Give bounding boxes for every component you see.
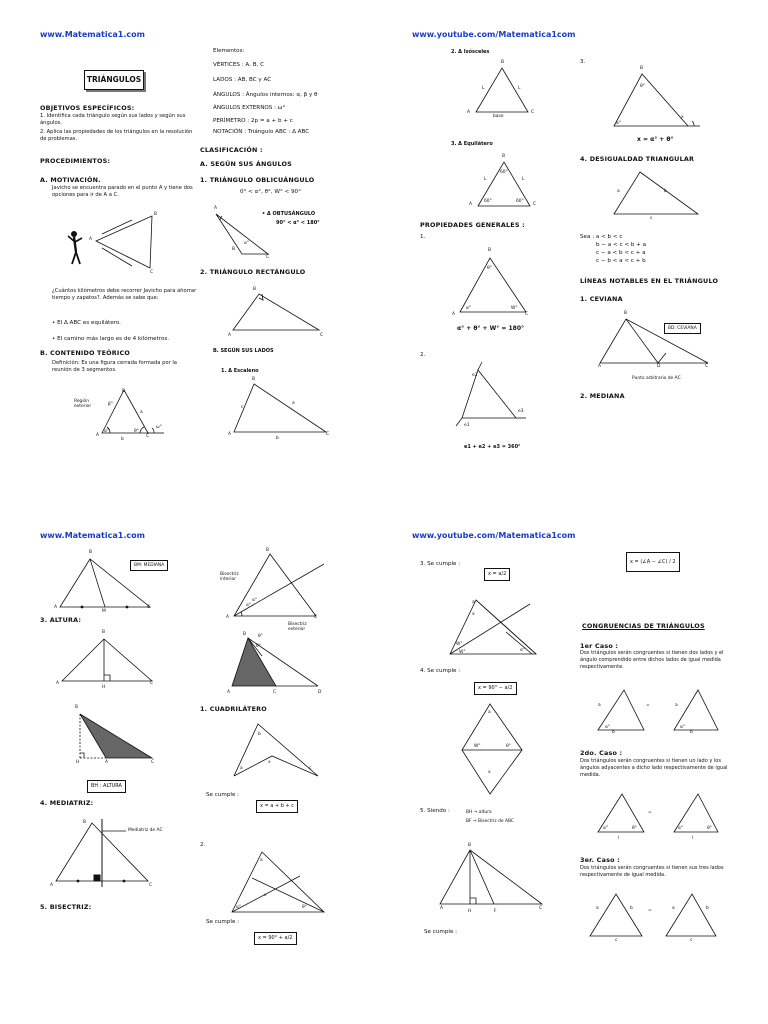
motivacion-pregunta: ¿Cuántos kilómetros debe recorrer Javicho para ahorrar tiempo y zapatos?. Además se sabe que: — [52, 288, 197, 301]
caso-2-text: Dos triángulos serán congruentes si tienen un lado y los ángulos adyacentes a dicho lado respectivamente de igual medida. — [580, 758, 728, 778]
caso-3-text: Dos triángulos serán congruentes si tienen sus tres lados respectivamente de igual medida. — [580, 865, 724, 878]
clasificacion-heading: CLASIFICACIÓN : — [200, 146, 263, 154]
item-2-se-cumple: Se cumple : — [206, 919, 240, 925]
bext-label-a: A — [227, 690, 231, 695]
propiedad-1-formula: α° + θ° + W° = 180° — [457, 325, 525, 332]
iso-label-a: A — [467, 110, 471, 115]
def-label-omega: ω° — [156, 425, 162, 430]
cev-label-a: A — [598, 364, 602, 369]
isosceles-label: 2. Δ Isósceles — [451, 49, 490, 55]
propiedad-2-number: 2. — [420, 352, 426, 358]
mediana-heading: 2. MEDIANA — [580, 392, 625, 400]
it3-label-x: x — [472, 612, 475, 617]
definicion-triangle-figure — [90, 385, 170, 445]
it2-label-theta: θ° — [302, 905, 307, 910]
def-label-b: B — [122, 389, 126, 394]
c3-label-a1: a — [596, 906, 599, 911]
mediatriz-label: Mediatriz de AC — [128, 828, 163, 833]
item-3-formula-box: x = a/2 — [484, 568, 510, 581]
desigualdad-heading: 4. DESIGUALDAD TRIANGULAR — [580, 155, 695, 163]
equi-label-60-left: 60° — [484, 199, 492, 204]
c1-label-a2: a — [675, 703, 678, 708]
bint-label-a: A — [226, 615, 230, 620]
motiv-label-a: A — [89, 237, 93, 242]
cev-label-d: D — [657, 364, 661, 369]
bint-label-b: B — [266, 548, 270, 553]
med-label-c: C — [147, 605, 151, 610]
item-2-formula-box: x = 90° + a/2 — [254, 932, 297, 945]
p1-label-a: A — [452, 312, 456, 317]
alt1-label-b: B — [102, 630, 106, 635]
med-label-b: B — [89, 550, 93, 555]
item-4-figure — [458, 700, 530, 798]
equi-label-b: B — [502, 154, 506, 159]
obtusangulo-label: • Δ OBTUSÁNGULO — [262, 211, 316, 217]
cev-label-b: B — [624, 311, 628, 316]
equi-label-c: C — [533, 202, 537, 207]
equi-label-60-top: 60° — [500, 170, 508, 175]
motiv-label-b: B — [154, 212, 158, 217]
youtube-url-top-right[interactable]: www.youtube.com/Matematica1com — [412, 30, 576, 39]
desigualdad-2: c − a < b < c + a — [596, 250, 646, 256]
oblicuangulo-heading: 1. TRIÁNGULO OBLICUÁNGULO — [200, 176, 315, 184]
congruencias-heading: CONGRUENCIAS DE TRIÁNGULOS — [582, 622, 705, 630]
item-5-se-cumple: Se cumple : — [424, 929, 458, 935]
motivacion-figure — [60, 212, 170, 282]
it5-label-c: C — [539, 906, 543, 911]
bisectriz-exterior-label: Bisectriz exterior — [288, 622, 307, 632]
equi-label-l-left: L — [484, 177, 487, 182]
top-formula-box: x = (∠A − ∠C) / 2 — [626, 552, 680, 572]
it3-label-alpha: α° — [520, 648, 526, 653]
propiedades-heading: PROPIEDADES GENERALES : — [420, 221, 525, 229]
elementos-angulos-externos: ÁNGULOS EXTERNOS : ω° — [213, 105, 286, 111]
def-label-b-side: b — [121, 437, 124, 442]
cuad-label-b: b — [258, 732, 261, 737]
desigualdad-1: b − a < c < b + a — [596, 242, 647, 248]
it4-label-theta: θ° — [506, 744, 511, 749]
objetivo-1: 1. Identifica cada triángulo según sus lados y según sus ángulos. — [40, 113, 186, 126]
obtus-label-a: A — [214, 206, 218, 211]
esc-label-c-side: c — [241, 405, 244, 410]
it5-label-h: H — [468, 909, 472, 914]
elementos-perimetro: PERÍMETRO : 2p = a + b + c — [213, 118, 293, 124]
mediatriz-heading: 4. MEDIATRIZ: — [40, 799, 94, 807]
p1-label-b: B — [488, 248, 492, 253]
def-label-c: C — [146, 434, 150, 439]
escaleno-triangle-figure — [230, 380, 330, 435]
p3-label-alpha: α° — [616, 121, 622, 126]
p1-label-theta: θ° — [487, 266, 492, 271]
mtz-label-c: C — [149, 883, 153, 888]
iso-label-c: C — [531, 110, 535, 115]
procedimientos-heading: PROCEDIMIENTOS: — [40, 157, 111, 165]
propiedad-3-formula: x = α° + θ° — [637, 136, 674, 143]
def-label-alpha: α° — [104, 429, 110, 434]
bext-label-c: C — [273, 690, 277, 695]
motivacion-heading: A. MOTIVACIÓN. — [40, 176, 101, 184]
c3-label-b1: b — [630, 906, 633, 911]
c1-label-alpha2: α° — [680, 725, 686, 730]
it2-label-a: a — [260, 858, 263, 863]
elementos-heading: Elementos: — [213, 48, 245, 54]
cuad-label-a: a — [240, 766, 243, 771]
esc-label-c: C — [326, 432, 330, 437]
segun-angulos-heading: A. SEGÚN SUS ÁNGULOS — [200, 160, 292, 168]
it2-label-alpha: α° — [236, 905, 242, 910]
c2-label-alpha1: α° — [603, 826, 609, 831]
rect-label-b: B — [253, 287, 257, 292]
it4-label-x: x — [488, 770, 491, 775]
it5-label-b: B — [468, 843, 472, 848]
motivacion-text: Javicho se encuentra parado en el punto A y tiene dos opciones para ir de A a C. — [52, 185, 193, 198]
c3-label-equals: = — [648, 908, 652, 913]
p2-label-e3: e3 — [518, 409, 524, 414]
elementos-angulos-internos: ÁNGULOS : Ángulos internos: α, β y θ — [213, 92, 318, 98]
bint-label-alpha2: α° — [246, 603, 252, 608]
def-label-a: A — [96, 433, 100, 438]
med-label-m: M — [102, 609, 106, 614]
iso-label-b: B — [501, 60, 505, 65]
esc-label-b-side: b — [276, 436, 279, 441]
bext-label-d: D — [318, 690, 322, 695]
it3-label-a: a — [472, 600, 475, 605]
c2-label-alpha2: α° — [678, 826, 684, 831]
caso-3-figures — [586, 890, 720, 940]
equi-label-60-right: 60° — [516, 199, 524, 204]
desigualdad-sea: Sea : a < b < c — [580, 234, 623, 240]
ceviana-definition-box: BD: CEVIANA — [664, 323, 701, 334]
p3-label-b: B — [640, 66, 644, 71]
equi-label-a: A — [469, 202, 473, 207]
isosceles-base-label: base — [493, 114, 504, 119]
bisectriz-interior-label: Bisectriz interior — [220, 572, 239, 582]
alt2-label-a: A — [105, 760, 109, 765]
it4-label-a: a — [488, 710, 491, 715]
p2-label-e1: e1 — [464, 423, 470, 428]
cuadrilatero-se-cumple: Se cumple : — [206, 792, 240, 798]
obtusangulo-triangle-figure — [210, 210, 274, 262]
c2-label-l1: l — [618, 836, 620, 841]
bisectriz-interior-figure — [230, 550, 330, 622]
caso-2-heading: 2do. Caso : — [580, 749, 623, 757]
ceviana-heading: 1. CEVIANA — [580, 295, 623, 303]
p3-label-x: x — [681, 115, 684, 120]
cuadrilatero-figure — [228, 720, 324, 780]
item-5-bf: BF → Bisectriz de ABC — [466, 819, 514, 824]
item-2-figure — [228, 848, 328, 916]
elementos-notacion: NOTACIÓN : Triángulo ABC : Δ ABC — [213, 129, 310, 135]
it2-label-x: x — [264, 893, 267, 898]
c1-label-alpha1: α° — [605, 725, 611, 730]
lineas-notables-heading: LÍNEAS NOTABLES EN EL TRIÁNGULO — [580, 277, 719, 285]
it3-label-w1: W° — [456, 642, 463, 647]
mtz-label-a: A — [50, 883, 54, 888]
equilatero-label: 3. Δ Equilátero — [451, 141, 493, 147]
esc-label-b: B — [252, 377, 256, 382]
mediatriz-figure — [52, 815, 156, 889]
caso-1-heading: 1er Caso : — [580, 642, 619, 650]
motiv-label-c: C — [150, 270, 154, 275]
c2-label-theta2: θ° — [707, 826, 712, 831]
escaleno-label: 1. Δ Escaleno — [221, 368, 259, 374]
altura-figure-2 — [76, 710, 156, 762]
p1-label-w: W° — [511, 306, 518, 311]
contenido-teorico-heading: B. CONTENIDO TEÓRICO — [40, 349, 130, 357]
des-label-b: b — [664, 189, 667, 194]
alt2-label-b: B — [75, 705, 79, 710]
c1-label-equals: = — [646, 703, 650, 708]
bisectriz-heading: 5. BISECTRIZ: — [40, 903, 92, 911]
cuad-label-c: c — [309, 766, 312, 771]
p3-label-theta: θ° — [640, 84, 645, 89]
rectangulo-triangle-figure — [225, 290, 325, 335]
item-5-siendo: 5. Siendo : — [420, 808, 450, 814]
propiedad-3-number: 3. — [580, 59, 586, 65]
bisectriz-exterior-figure — [228, 634, 324, 692]
esc-label-a: A — [228, 432, 232, 437]
altura-definition-box: BH : ALTURA — [87, 780, 126, 793]
cuad-label-x: x — [268, 760, 271, 765]
cuadrilatero-heading: 1. CUADRILÁTERO — [200, 705, 267, 713]
c2-label-theta1: θ° — [632, 826, 637, 831]
item-4-se-cumple: 4. Se cumple : — [420, 668, 461, 674]
c1-label-b1: b — [612, 730, 615, 735]
objetivo-2: 2. Aplica las propiedades de los triángulos en la resolución de problemas. — [40, 129, 193, 142]
alt1-label-h: H — [102, 685, 106, 690]
page-title: TRIÁNGULOS — [84, 70, 144, 90]
c3-label-a2: a — [672, 906, 675, 911]
obtus-label-c: C — [266, 255, 270, 260]
item-5-bh: BH → altura — [466, 810, 492, 815]
site-url-bottom-left[interactable]: www.Matematica1.com — [40, 531, 145, 540]
it4-label-w: W° — [474, 744, 481, 749]
c3-label-c1: c — [615, 938, 618, 943]
c1-label-a1: a — [598, 703, 601, 708]
alt2-label-c: C — [151, 760, 155, 765]
it3-label-w2: W° — [459, 650, 466, 655]
alt1-label-c: C — [150, 681, 154, 686]
p1-label-alpha: α° — [466, 306, 472, 311]
caso-1-figures — [594, 686, 722, 734]
bullet-camino-largo: • El camino más largo es de 4 kilómetros. — [52, 336, 170, 342]
person-figure — [68, 231, 82, 264]
rect-label-a: A — [228, 333, 232, 338]
def-label-beta: β° — [108, 402, 113, 407]
bint-label-c: C — [314, 615, 318, 620]
alt1-label-a: A — [56, 681, 60, 686]
propiedad-2-formula: e1 + e2 + e3 = 360° — [464, 444, 521, 450]
c3-label-b2: b — [706, 906, 709, 911]
altura-figure-1 — [58, 635, 156, 685]
mediana-definition-box: BM: MEDIANA — [130, 560, 168, 571]
item-2-number: 2. — [200, 842, 206, 848]
def-label-theta: θ° — [134, 429, 139, 434]
c2-label-equals: = — [648, 810, 652, 815]
caso-2-figures — [594, 790, 722, 836]
bext-label-b: B — [243, 632, 247, 637]
propiedad-1-number: 1. — [420, 234, 426, 240]
segun-lados-heading: B. SEGÚN SUS LADOS — [213, 348, 274, 354]
des-label-a: a — [617, 189, 620, 194]
youtube-url-bottom-right[interactable]: www.youtube.com/Matematica1com — [412, 531, 576, 540]
c3-label-c2: c — [690, 938, 693, 943]
altura-heading: 3. ALTURA: — [40, 616, 82, 624]
c2-label-l2: l — [692, 836, 694, 841]
site-url-top-left[interactable]: www.Matematica1.com — [40, 30, 145, 39]
bext-label-theta2: θ° — [256, 644, 261, 649]
elementos-vertices: VÉRTICES : A, B, C — [213, 62, 265, 68]
elementos-lados: LADOS : AB, BC y AC — [213, 77, 272, 83]
cuadrilatero-formula-box: x = a + b + c — [256, 800, 298, 813]
bullet-equilatero: • El Δ ABC es equilátero. — [52, 320, 121, 326]
mtz-label-b: B — [83, 820, 87, 825]
def-label-a-side: a — [140, 410, 143, 415]
definicion-text: Definición: Es una figura cerrada formada por la reunión de 3 segmentos. — [52, 360, 177, 373]
it5-label-a: A — [440, 906, 444, 911]
iso-label-l-right: L — [518, 86, 521, 91]
med-label-a: A — [54, 605, 58, 610]
objetivos-heading: OBJETIVOS ESPECÍFICOS: — [40, 104, 135, 112]
bext-label-theta1: θ° — [258, 634, 263, 639]
region-exterior-label: Región exterior — [74, 399, 92, 409]
caso-1-text: Dos triángulos serán congruentes si tienen dos lados y el ángulo comprendido entre dichos lados de igual medida respectivamente. — [580, 650, 724, 670]
item-4-formula-box: x = 90° − a/2 — [474, 682, 517, 695]
esc-label-a-side: a — [292, 401, 295, 406]
bint-label-alpha1: α° — [252, 598, 258, 603]
rect-label-c: C — [320, 333, 324, 338]
des-label-c: c — [650, 216, 653, 221]
obtus-label-alpha: α° — [244, 241, 250, 246]
rectangulo-heading: 2. TRIÁNGULO RECTÁNGULO — [200, 268, 306, 276]
it5-label-f: F — [494, 909, 497, 914]
cev-label-c: C — [705, 364, 709, 369]
p1-label-c: C — [525, 312, 529, 317]
p2-label-e2: e2 — [472, 373, 478, 378]
desigualdad-triangle-figure — [610, 168, 702, 218]
oblicuangulo-condition: 0° < α°, θ°, W° < 90° — [240, 189, 301, 195]
equi-label-l-right: L — [522, 177, 525, 182]
iso-label-l-left: L — [482, 86, 485, 91]
alt2-label-h: H — [76, 760, 80, 765]
caso-3-heading: 3er. Caso : — [580, 856, 620, 864]
item-3-se-cumple: 3. Se cumple : — [420, 561, 461, 567]
propiedad-3-figure — [610, 70, 702, 132]
obtusangulo-condition: 90° < α° < 180° — [276, 220, 320, 226]
item-5-figure — [436, 846, 546, 908]
desigualdad-3: c − b < a < c + b — [596, 258, 646, 264]
punto-arbitrario-label: Punto arbitrario de AC — [632, 376, 681, 381]
c1-label-b2: b — [690, 730, 693, 735]
obtus-label-b: B — [232, 247, 236, 252]
